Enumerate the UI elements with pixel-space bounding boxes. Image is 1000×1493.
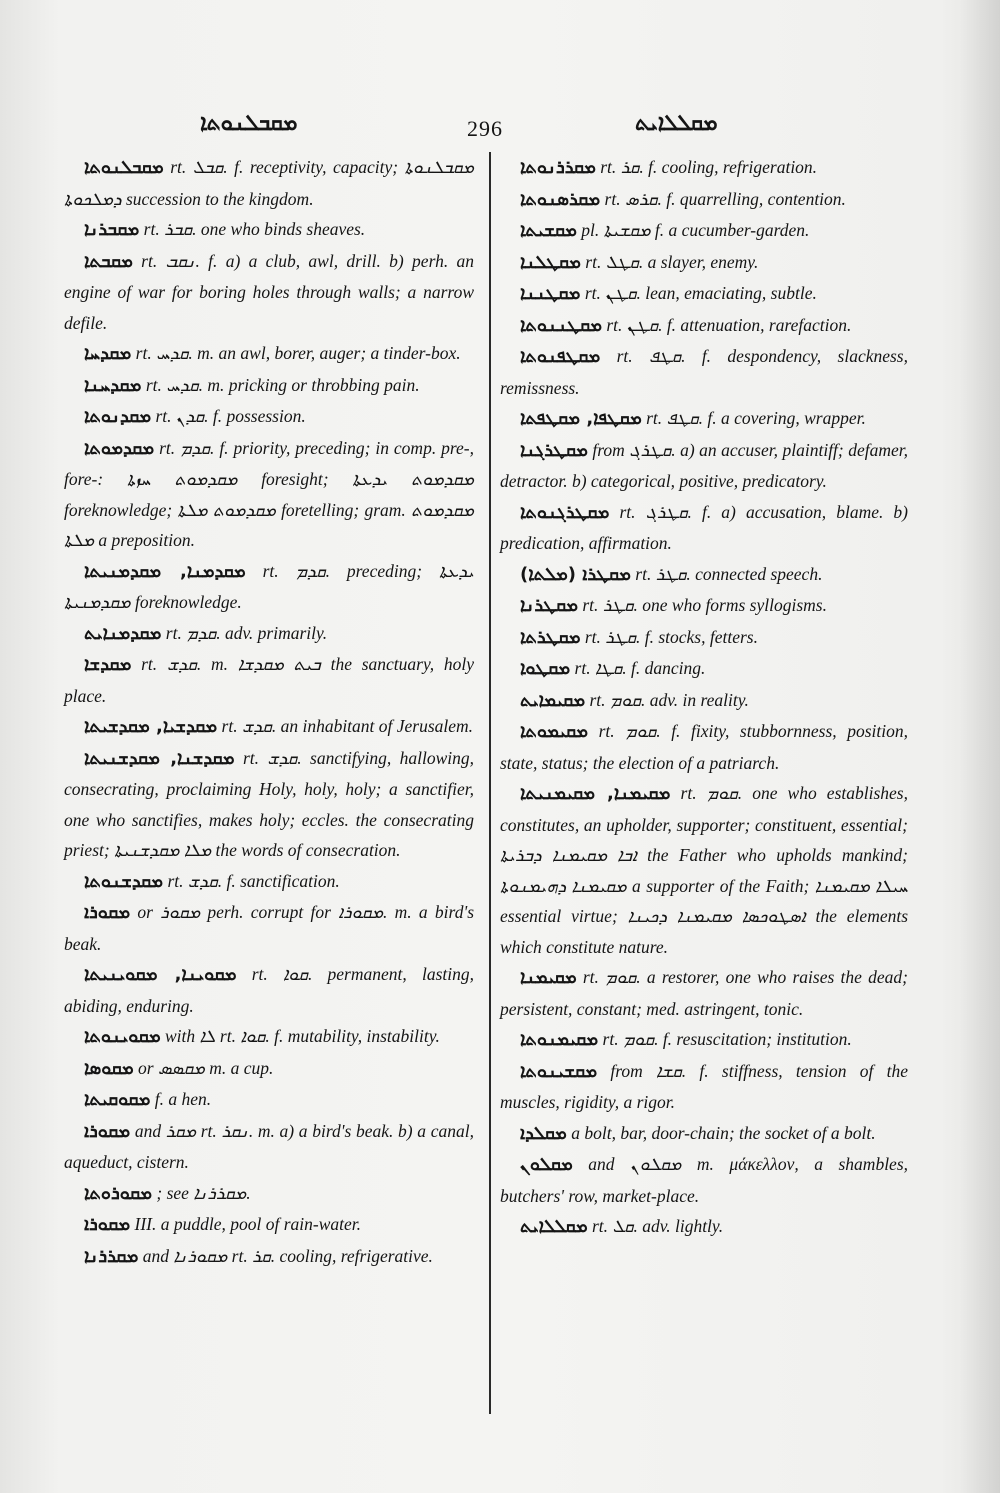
page-edge-shadow bbox=[960, 0, 1000, 1493]
entry-headword: ܡܩܘܝܢܐ, ܡܩܘܝܢܝܬܐ bbox=[84, 964, 237, 985]
dictionary-entry bbox=[64, 1084, 474, 1116]
entry-headword: ܡܩܛܪܓܢܘܬܐ bbox=[520, 501, 610, 523]
entry-definition: ; see ܡܩܪܪܢܐ. bbox=[156, 1182, 251, 1203]
entry-headword: ܡܩܕܡܢܐ, ܡܩܕܡܢܝܬܐ bbox=[84, 560, 246, 582]
entry-definition: rt. ܩܕܡ. adv. primarily. bbox=[165, 622, 328, 643]
dictionary-entry bbox=[500, 1211, 908, 1243]
entry-headword: ܡܩܛܪܓܢܐ bbox=[520, 439, 588, 461]
entry-headword: ܡܩܒܬܐ bbox=[84, 250, 133, 272]
dictionary-entry bbox=[500, 685, 908, 717]
left-column bbox=[64, 152, 474, 1272]
entry-definition: and ܡܩܘܪܢܐ rt. ܩܪ. cooling, refrigerative. bbox=[142, 1245, 433, 1266]
entry-definition: rt. ܩܪ. f. cooling, refrigeration. bbox=[600, 157, 818, 177]
dictionary-entry bbox=[64, 433, 474, 556]
entry-headword: ܡܩܘܩܝܬܐ bbox=[84, 1089, 151, 1110]
dictionary-entry bbox=[64, 618, 474, 650]
dictionary-entry bbox=[64, 1209, 474, 1241]
entry-definition: rt. ܩܠ. adv. lightly. bbox=[591, 1216, 724, 1236]
entry-definition: rt. ܩܛܦ. f. a covering, wrapper. bbox=[646, 408, 866, 428]
entry-definition: rt. ܩܕܫ. m. ܒܝܬ ܡܩܕܫܐ the sanctuary, holy place. bbox=[64, 654, 475, 706]
entry-definition: from ܩܛܪܓ. a) an accuser, plaintiff; defamer, detractor. b) categorical, positive, predicatory. bbox=[500, 439, 909, 491]
entry-headword: ܡܩܠܠܐܝܬ bbox=[520, 1216, 588, 1237]
dictionary-entry bbox=[64, 1053, 474, 1085]
entry-headword: ܡܩܘܪܘܬܐ bbox=[84, 1182, 153, 1204]
entry-definition: rt. ܩܛܪܓ. f. a) accusation, blame. b) predication, affirmation. bbox=[500, 501, 908, 553]
dictionary-entry bbox=[500, 622, 908, 654]
entry-headword: ܡܩܛܘܐ bbox=[520, 658, 571, 679]
entry-headword: ܡܩܕܫܐ bbox=[84, 654, 132, 675]
entry-headword: ܡܩܪܣܢܘܬܐ bbox=[520, 188, 601, 210]
dictionary-entry bbox=[500, 403, 908, 435]
entry-headword: ܡܩܕܡܘܬܐ bbox=[84, 437, 155, 459]
dictionary-entry bbox=[500, 590, 908, 622]
entry-headword: ܡܩܕܫܢܘܬܐ bbox=[84, 870, 164, 892]
entry-definition: or ܡܩܘܪ perh. corrupt for ܡܩܘܪܐ. m. a bird's beak. bbox=[64, 902, 475, 954]
entry-definition: rt. ܩܛܦ. f. despondency, slackness, remissness. bbox=[500, 346, 908, 398]
dictionary-entry bbox=[500, 1118, 908, 1150]
entry-headword: ܡܩܛܦܐ, ܡܩܛܦܬܐ bbox=[520, 408, 642, 429]
dictionary-entry bbox=[500, 341, 908, 403]
dictionary-entry bbox=[500, 962, 908, 1024]
dictionary-entry bbox=[500, 184, 908, 216]
catchword-left: ܡܩܒܠܢܘܬܐ bbox=[200, 110, 298, 136]
dictionary-entry bbox=[64, 649, 474, 711]
dictionary-entry bbox=[64, 152, 474, 214]
entry-headword: ܡܩܝܡܢܐ bbox=[520, 967, 577, 988]
dictionary-entry bbox=[64, 1116, 474, 1178]
dictionary-entry bbox=[500, 778, 908, 962]
entry-definition: rt. ܩܕܡ. preceding; ܝܕܥܬܐ ܡܩܕܡܢܝܬܐ foreknowledge. bbox=[64, 560, 475, 612]
entry-definition: rt. ܩܘܡ. a restorer, one who raises the dead; persistent, constant; med. astringent, tonic. bbox=[500, 967, 908, 1019]
entry-definition: rt. ܩܛܪ. f. stocks, fetters. bbox=[584, 626, 758, 647]
entry-definition: with ܠܐ rt. ܩܘܐ. f. mutability, instability. bbox=[164, 1026, 440, 1046]
entry-definition: from ܩܫܐ. f. stiffness, tension of the muscles, rigidity, a rigor. bbox=[500, 1060, 908, 1112]
entry-headword: ܡܩܕܚܐ bbox=[84, 343, 132, 364]
dictionary-entry bbox=[500, 1149, 908, 1211]
entry-headword: ܡܩܛܪܬܐ bbox=[520, 626, 581, 648]
entry-headword: ܡܩܪܪܢܐ bbox=[84, 1245, 139, 1267]
entry-headword: ܡܩܠܘܢ bbox=[520, 1154, 573, 1175]
dictionary-entry bbox=[500, 152, 908, 184]
entry-headword: ܡܩܒܪܢܐ bbox=[84, 219, 140, 240]
entry-headword: ܡܩܪܪܢܘܬܐ bbox=[520, 157, 596, 178]
dictionary-entry bbox=[64, 1241, 474, 1273]
entry-definition: rt. ܩܕܢ. f. possession. bbox=[155, 406, 306, 426]
entry-headword: ܡܩܘܪܐ bbox=[84, 1120, 131, 1142]
entry-headword: ܡܩܛܠܢܐ bbox=[520, 251, 581, 273]
entry-definition: rt. ܩܘܐ. permanent, lasting, abiding, enduring. bbox=[64, 964, 474, 1016]
catchword-right: ܡܩܠܠܐܝܬ bbox=[635, 110, 718, 136]
entry-definition: III. a puddle, pool of rain-water. bbox=[134, 1214, 362, 1234]
entry-definition: f. a hen. bbox=[154, 1089, 212, 1109]
dictionary-entry bbox=[64, 897, 474, 959]
entry-definition: rt. ܩܛܪ. one who forms syllogisms. bbox=[582, 595, 827, 615]
entry-definition: rt. ܩܘܡ. f. resuscitation; institution. bbox=[602, 1029, 852, 1049]
entry-headword: ܡܩܝܡܢܘܬܐ bbox=[520, 1029, 599, 1050]
entry-definition: rt. ܩܕܫ. f. sanctification. bbox=[167, 870, 340, 891]
entry-definition: rt. ܩܛܢ. f. attenuation, rarefaction. bbox=[606, 314, 852, 335]
dictionary-entry bbox=[500, 497, 908, 559]
entry-definition: rt. ܩܘܡ. f. fixity, stubbornness, position, state, status; the election of a patriarch. bbox=[500, 721, 908, 773]
dictionary-entry bbox=[500, 1024, 908, 1056]
column-divider bbox=[489, 152, 491, 1414]
entry-definition: rt. ܩܘܡ. adv. in reality. bbox=[589, 689, 749, 710]
dictionary-entry bbox=[500, 215, 908, 247]
dictionary-entry bbox=[64, 556, 474, 618]
dictionary-entry bbox=[500, 435, 908, 497]
dictionary-entry bbox=[64, 1178, 474, 1210]
entry-definition: rt. ܩܛܠ. a slayer, enemy. bbox=[585, 251, 759, 272]
entry-headword: ܡܩܘܪܐ bbox=[84, 902, 131, 923]
entry-headword: ܡܩܛܪܢܐ bbox=[520, 595, 578, 616]
dictionary-entry bbox=[500, 1056, 908, 1118]
entry-definition: rt. ܩܕܚ. m. an awl, borer, auger; a tinder-box. bbox=[135, 343, 461, 363]
entry-definition: rt. ܩܒܪ. one who binds sheaves. bbox=[143, 219, 366, 239]
dictionary-entry bbox=[64, 959, 474, 1021]
entry-headword: ܡܩܕܢܘܬܐ bbox=[84, 406, 152, 427]
entry-definition: pl. ܡܩܫܝܬܐ f. a cucumber-garden. bbox=[581, 220, 810, 240]
entry-headword: ܡܩܠܕܐ bbox=[520, 1122, 567, 1144]
entry-headword: ܡܩܫܝܢܘܬܐ bbox=[520, 1060, 598, 1082]
dictionary-entry bbox=[500, 247, 908, 279]
entry-definition: rt. ܩܛܐ. f. dancing. bbox=[574, 658, 706, 678]
entry-headword: ܡܩܛܦܢܘܬܐ bbox=[520, 346, 601, 367]
page-header bbox=[0, 108, 1000, 148]
dictionary-entry bbox=[64, 711, 474, 743]
entry-headword: ܡܩܝܡܢܐ, ܡܩܝܡܢܝܬܐ bbox=[520, 783, 671, 804]
entry-headword: ܡܩܕܚܢܐ bbox=[84, 374, 142, 396]
entry-definition: rt. ܩܪܣ. f. quarrelling, contention. bbox=[604, 188, 846, 209]
entry-definition: rt. ܩܛܢ. lean, emaciating, subtle. bbox=[584, 283, 817, 303]
dictionary-entry bbox=[64, 338, 474, 370]
entry-headword: ܡܩܛܪܐ (ܡܠܬܐ) bbox=[520, 563, 631, 585]
entry-headword: ܡܩܕܫܝܐ, ܡܩܕܫܝܬܐ bbox=[84, 716, 218, 737]
dictionary-entry bbox=[64, 401, 474, 433]
dictionary-entry bbox=[64, 743, 474, 866]
entry-headword: ܡܩܫܝܬܐ bbox=[520, 220, 577, 241]
entry-definition: rt. ܩܕܫ. an inhabitant of Jerusalem. bbox=[221, 716, 474, 736]
entry-definition: rt. ܩܒܠ. f. receptivity, capacity; ܡܩܒܠܢܘܬܐ ܕܡܠܟܘܬܐ succession to the kingdom. bbox=[64, 157, 474, 209]
entry-definition: rt. ܢܩܒ. f. a) a club, awl, drill. b) perh. an engine of war for boring holes through walls; a narrow defile. bbox=[64, 250, 474, 333]
entry-headword: ܡܩܘܪܐ bbox=[84, 1214, 131, 1235]
entry-headword: ܡܩܕܫܢܐ, ܡܩܕܫܢܝܬܐ bbox=[84, 747, 235, 769]
entry-definition: rt. ܩܛܪ. connected speech. bbox=[635, 563, 823, 584]
dictionary-entry bbox=[500, 653, 908, 685]
entry-headword: ܡܩܘܝܢܘܬܐ bbox=[84, 1026, 161, 1047]
dictionary-entry bbox=[64, 1021, 474, 1053]
entry-headword: ܡܩܝܡܘܬܐ bbox=[520, 721, 588, 742]
dictionary-entry bbox=[64, 246, 474, 339]
entry-definition: and ܡܩܪ rt. ܢܩܪ. m. a) a bird's beak. b) a canal, aqueduct, cistern. bbox=[64, 1120, 474, 1172]
dictionary-entry bbox=[500, 310, 908, 342]
entry-definition: or ܡܩܣܣ m. a cup. bbox=[137, 1057, 274, 1078]
entry-headword: ܡܩܛܢܢܐ bbox=[520, 283, 581, 304]
entry-headword: ܡܩܕܡܢܐܝܬ bbox=[84, 622, 162, 644]
entry-definition: rt. ܩܕܡ. f. priority, preceding; in comp. pre-, fore-: ܡܩܕܡܘܬ ܚܙܬܐ foresight; ܡܩܕܡܘܬ ܝܕܥܬܐ foreknowledge; ܡܩܕܡܘܬ ܡܠܬܐ foretelling; gram. ܡܩܕܡܘܬ ܡܠܬܐ a preposition. bbox=[64, 437, 475, 550]
dictionary-entry bbox=[64, 214, 474, 246]
entry-definition: rt. ܩܕܚ. m. pricking or throbbing pain. bbox=[145, 374, 420, 395]
dictionary-entry bbox=[500, 559, 908, 591]
entry-definition: and ܡܩܠܘܢ m. μάκελλον, a shambles, butchers' row, market-place. bbox=[500, 1154, 909, 1206]
page-number: 296 bbox=[467, 116, 503, 141]
entry-definition: rt. ܩܕܫ. sanctifying, hallowing, consecrating, proclaiming Holy, holy, holy; a sanctifier, one who sanctifies, makes holy; eccles. the consecrating priest; ܡܠܐ ܡܩܕܫܢܝܬܐ the words of consecration. bbox=[64, 747, 474, 860]
dictionary-entry bbox=[500, 278, 908, 310]
dictionary-entry bbox=[500, 716, 908, 778]
entry-definition: rt. ܩܘܡ. one who establishes, constitutes, an upholder, supporter; constituent, essential; ܐܒܐ ܡܩܝܡܢܐ ܕܒܪܝܬܐ the Father who upholds mankind; ܡܩܝܡܢܐ ܕܗܝܡܢܘܬܐ a supporter of the Faith; ܚܝܠܐ ܡܩܝܡܢܐ essential virtue; ܐܣܛܘܟܣܐ ܡܩܝܡܢܐ ܕܟܝܢܐ the elements which constitute nature. bbox=[500, 783, 909, 957]
dictionary-entry bbox=[64, 370, 474, 402]
right-column bbox=[500, 152, 908, 1243]
entry-definition: a bolt, bar, door-chain; the socket of a bolt. bbox=[571, 1122, 876, 1143]
entry-headword: ܡܩܝܡܐܝܬ bbox=[520, 689, 586, 711]
entry-headword: ܡܩܘܣܐ bbox=[84, 1057, 134, 1079]
dictionary-entry bbox=[64, 866, 474, 898]
entry-headword: ܡܩܛܢܢܘܬܐ bbox=[520, 314, 602, 336]
entry-headword: ܡܩܒܠܢܘܬܐ bbox=[84, 157, 164, 178]
